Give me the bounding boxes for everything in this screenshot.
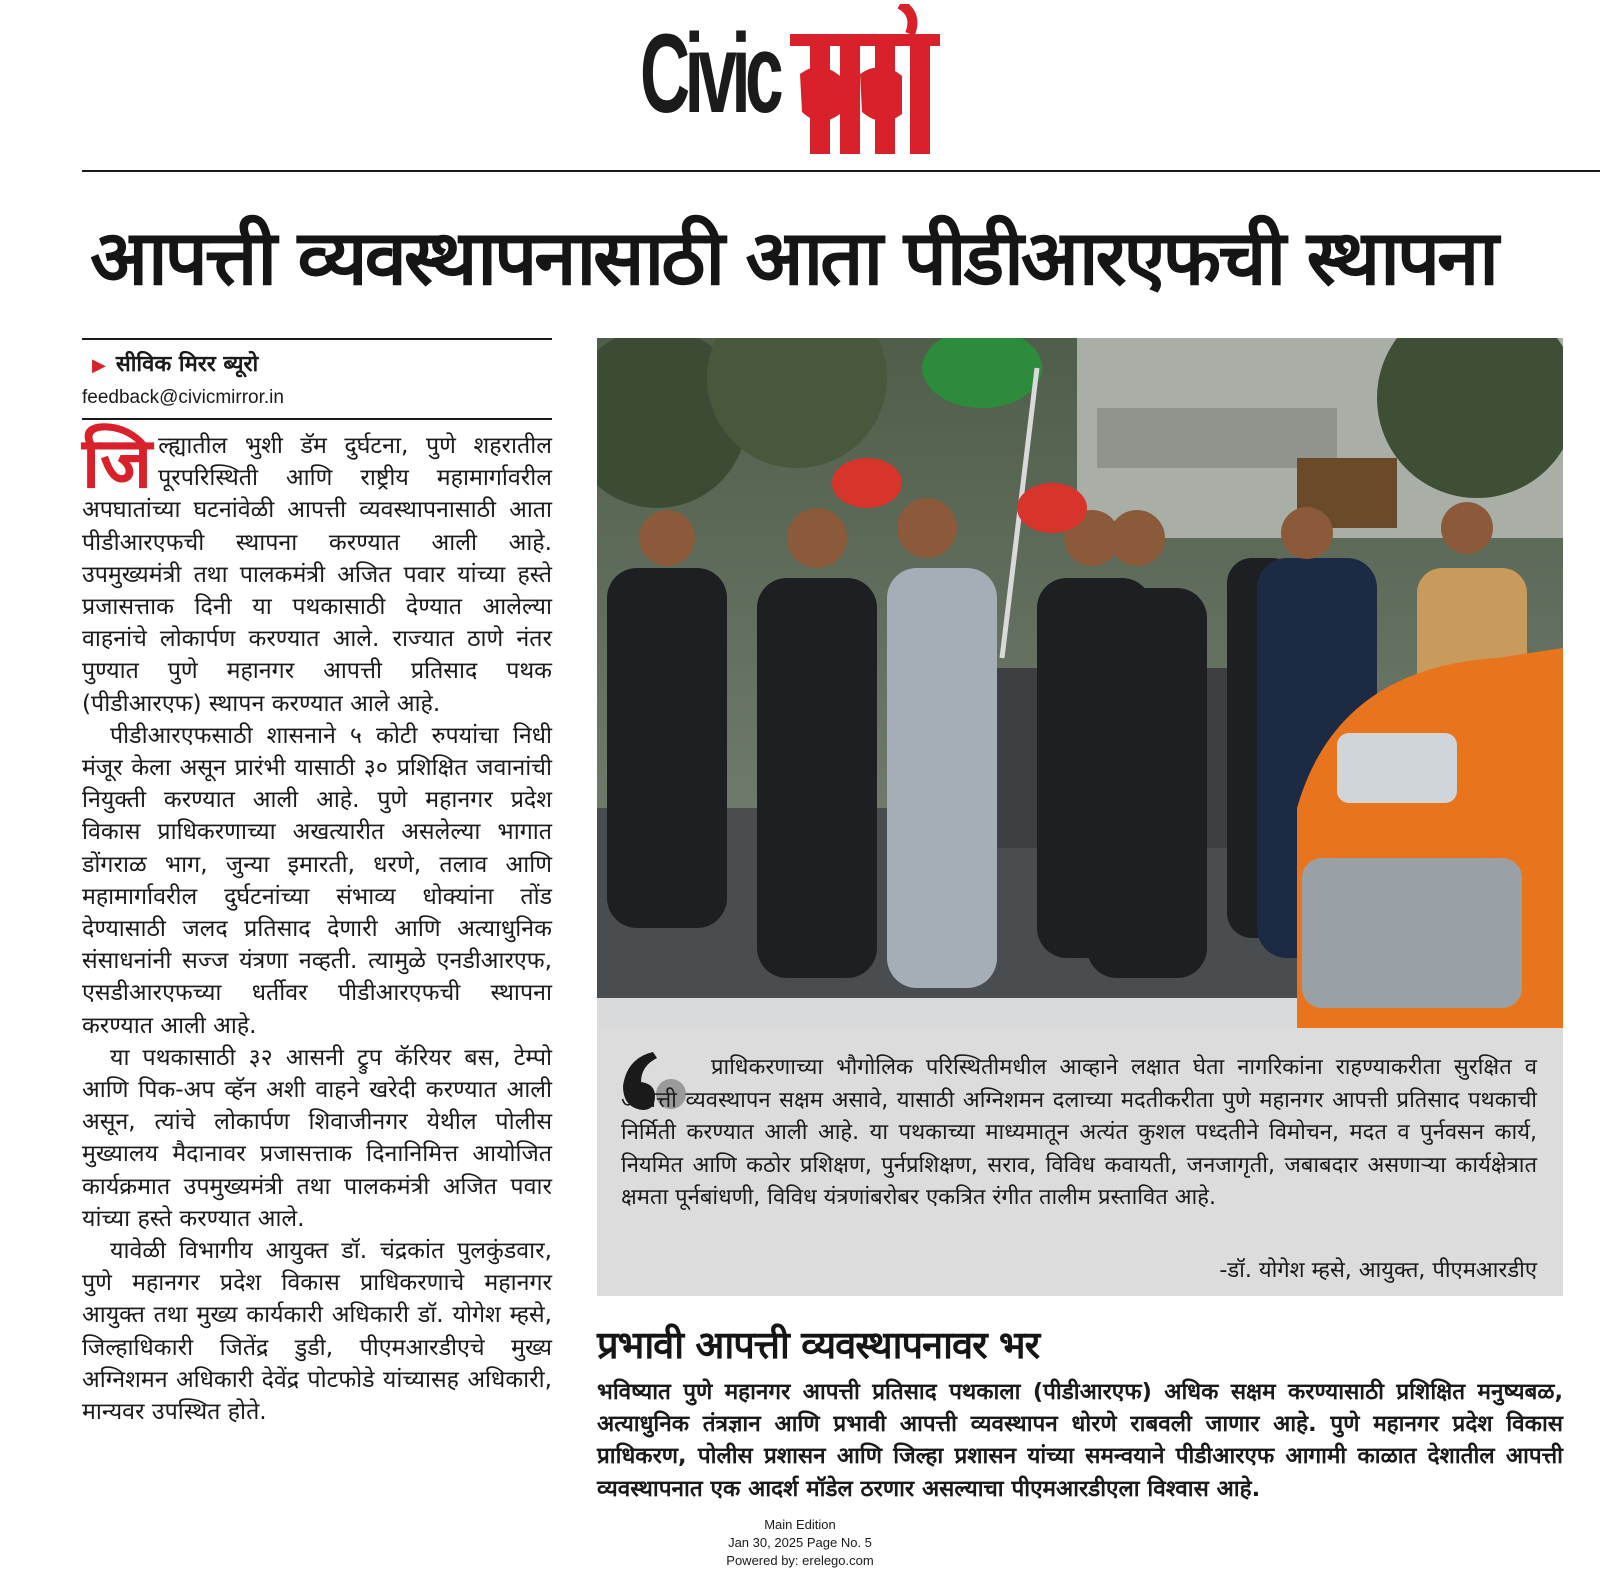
quote-text: प्राधिकरणाच्या भौगोलिक परिस्थितीमधील आव्हाने लक्षात घेता नागरिकांना राहण्याकरीता सुरक्षित व आपत्ती व्यवस्थापन सक्षम असावे, यासाठी अग्निशमन दलाच्या मदतीकरीता पुणे महानगर आपत्ती प्रतिसाद पथकाची निर्मिती करण्यात आली आहे. या पथकाच्या माध्यमातून अत्यंत कुशल पध्दतीने विमोचन, मदत व पुर्नवसन कार्य, नियमित आणि कठोर प्रशिक्षण, पुर्नप्रशिक्षण, सराव, विविध कवायती, जनजागृती, जबाबदार असणाऱ्या कार्यक्षेत्रात क्षमता पूर्नबांधणी, विविध यंत्रणांबरोबर एकत्रित रंगीत तालीम प्रस्तावित आहे. (621, 1055, 1537, 1210)
article-paragraph: या पथकासाठी ३२ आसनी ट्रुप कॅरियर बस, टेम्पो आणि पिक-अप व्हॅन अशी वाहने खरेदी करण्यात आली असून, त्यांचे लोकार्पण शिवाजीनगर येथील पोलीस मुख्यालय मैदानावर प्रजासत्ताक दिनानिमित्त आयोजित कार्यक्रमात उपमुख्यमंत्री तथा पालकमंत्री अजित पवार यांच्या हस्ते करण्यात आले. (82, 1043, 552, 1232)
byline (92, 348, 258, 378)
article-paragraph (82, 422, 552, 720)
footer-powered: Powered by: erelego.com (726, 1553, 874, 1568)
masthead-civic: Civic (640, 11, 779, 136)
headline: आपत्ती व्यवस्थापनासाठी आता पीडीआरएफची स्थापना (90, 213, 1496, 302)
byline-arrow-icon: ▶ (92, 355, 106, 376)
pull-quote (597, 1028, 1563, 1296)
masthead-logo (640, 4, 950, 164)
article-body (82, 422, 552, 1428)
footer-edition: Main Edition (764, 1517, 836, 1532)
subheading: प्रभावी आपत्ती व्यवस्थापनावर भर (597, 1323, 1040, 1367)
sub-paragraph: भविष्यात पुणे महानगर आपत्ती प्रतिसाद पथकाला (पीडीआरएफ) अधिक सक्षम करण्यासाठी प्रशिक्षित मनुष्यबळ, अत्याधुनिक तंत्रज्ञान आणि प्रभावी आपत्ती व्यवस्थापन धोरणे राबवली जाणार आहे. पुणे महानगर प्रदेश विकास प्राधिकरण, पोलीस प्रशासन आणि जिल्हा प्रशासन यांच्या समन्वयाने पीडीआरएफ आगामी काळात देशातील आपत्ती व्यवस्थापनात एक आदर्श मॉडेल ठरणार असल्याचा पीएमआरडीएला विश्वास आहे. (597, 1379, 1563, 1502)
byline-author: सीविक मिरर ब्यूरो (115, 352, 259, 377)
quote-attribution: -डॉ. योगेश म्हसे, आयुक्त, पीएमआरडीए (1219, 1258, 1537, 1283)
page-footer (720, 1516, 880, 1570)
byline-email[interactable]: feedback@civicmirror.in (82, 387, 284, 408)
footer-date-page: Jan 30, 2025 Page No. 5 (728, 1535, 872, 1550)
paragraph-1-text: ल्ह्यातील भुशी डॅम दुर्घटना, पुणे शहरातील पूरपरिस्थिती आणि राष्ट्रीय महामार्गावरील अपघातांच्या घटनांवेळी आपत्ती व्यवस्थापनासाठी आता पीडीआरएफची स्थापना करण्यात आली आहे. उपमुख्यमंत्री तथा पालकमंत्री अजित पवार यांच्या हस्ते प्रजासत्ताक दिनी या पथकासाठी देण्यात आलेल्या वाहनांचे लोकार्पण करण्यात आले. राज्यात ठाणे नंतर पुण्यात पुणे महानगर आपत्ती प्रतिसाद पथक (पीडीआरएफ) स्थापन करण्यात आले आहे. (82, 432, 552, 717)
dropcap: जि (82, 422, 153, 504)
byline-rule-top (82, 338, 552, 340)
article-paragraph: यावेळी विभागीय आयुक्त डॉ. चंद्रकांत पुलकुंडवार, पुणे महानगर प्रदेश विकास प्राधिकरणाचे महानगर आयुक्त तथा मुख्य कार्यकारी अधिकारी डॉ. योगेश म्हसे, जिल्हाधिकारी जितेंद्र डुडी, पीएमआरडीएचे मुख्य अग्निशमन अधिकारी देवेंद्र पोटफोडे यांच्यासह अधिकारी, मान्यवर उपस्थित होते. (82, 1237, 552, 1426)
top-rule (82, 170, 1600, 172)
masthead-mirror-logo (790, 4, 940, 164)
news-photo (597, 338, 1563, 1028)
byline-rule-bottom (82, 418, 552, 420)
article-paragraph: पीडीआरएफसाठी शासनाने ५ कोटी रुपयांचा निधी मंजूर केला असून प्रारंभी यासाठी ३० प्रशिक्षित जवानांची नियुक्ती करण्यात आली आहे. पुणे महानगर प्रदेश विकास प्राधिकरणाच्या अखत्यारीत असलेल्या भागात डोंगराळ भाग, जुन्या इमारती, धरणे, तलाव आणि महामार्गावरील दुर्घटनांच्या संभाव्य धोक्यांना तोंड देण्यासाठी जलद प्रतिसाद देणारी आणि अत्याधुनिक संसाधनांनी सज्ज यंत्रणा नव्हती. त्यामुळे एनडीआरएफ, एसडीआरएफच्या धर्तीवर पीडीआरएफची स्थापना करण्यात आली आहे. (82, 721, 552, 1039)
